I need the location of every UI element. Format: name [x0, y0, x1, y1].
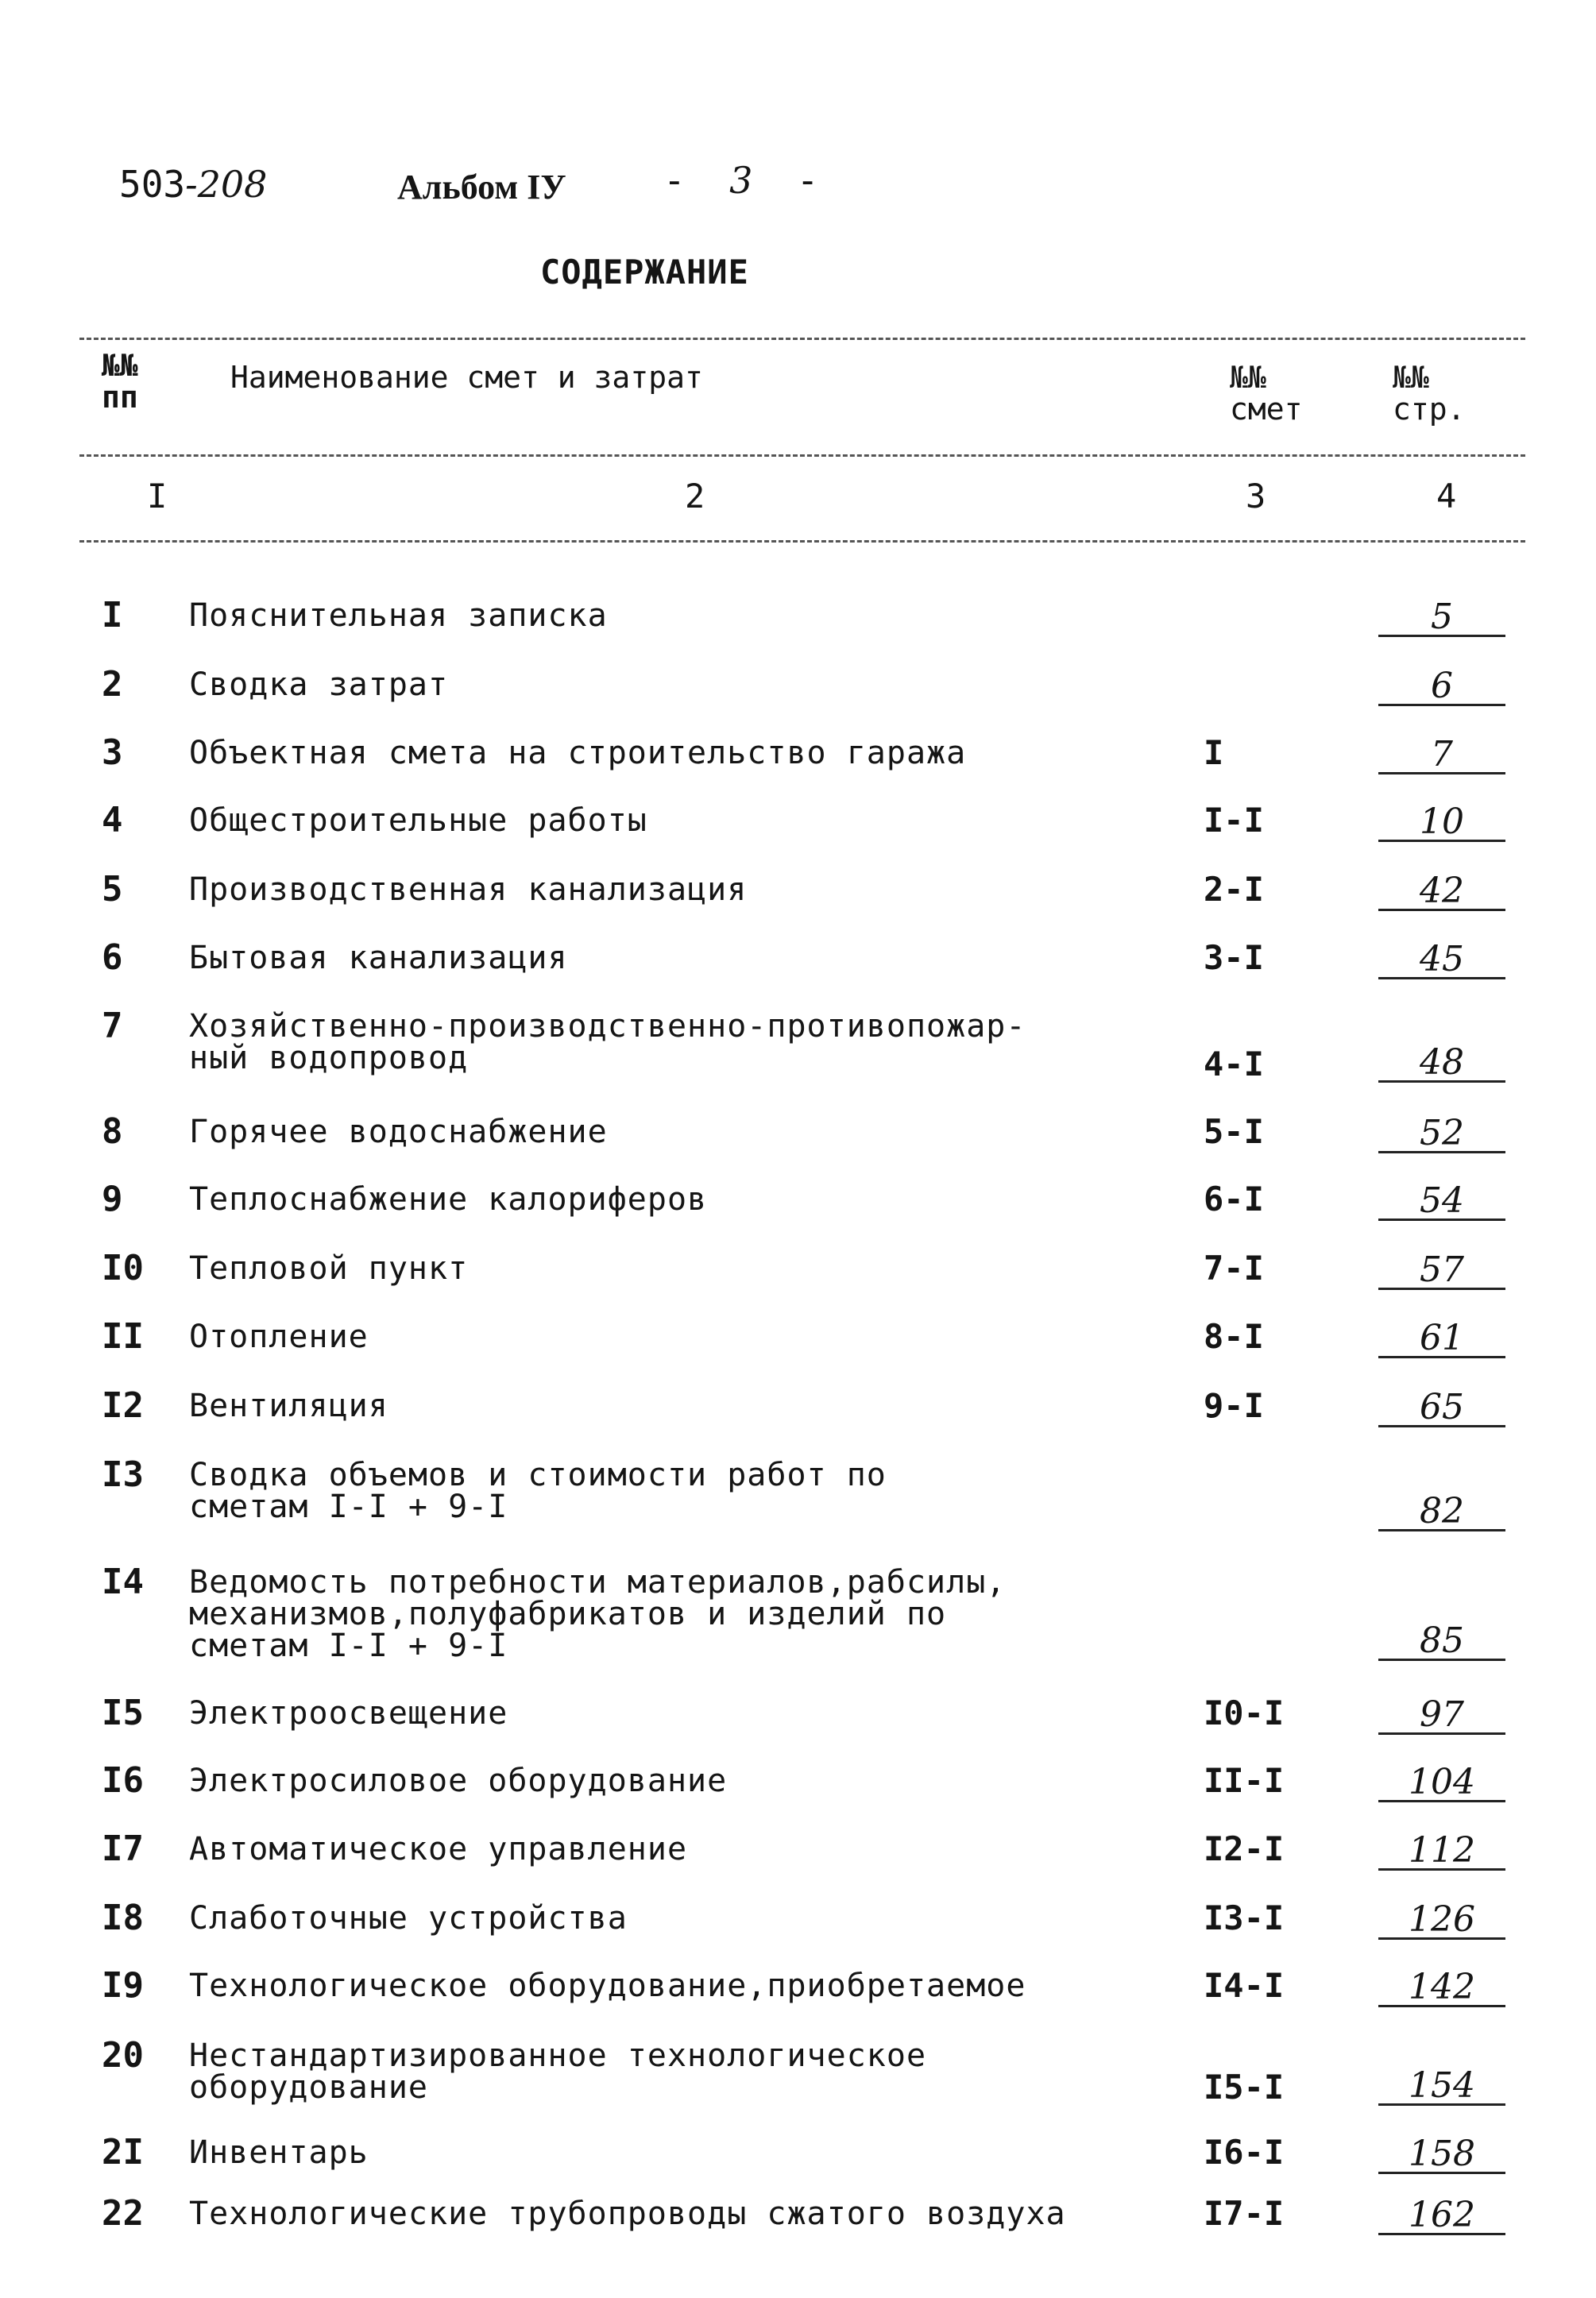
row-number: I2: [102, 1385, 144, 1426]
row-number: I: [102, 595, 123, 635]
row-page: 97: [1378, 1697, 1505, 1735]
row-number: I3: [102, 1454, 144, 1495]
row-name: Технологическое оборудование,приобретаемое: [189, 1968, 1026, 2004]
column-number-1: I: [147, 477, 168, 516]
row-name: Сводка затрат: [189, 666, 449, 703]
row-page: 154: [1378, 2068, 1505, 2106]
column-header-page: №№ стр.: [1393, 360, 1466, 427]
row-estimate: II-I: [1204, 1761, 1285, 1800]
album-label: Альбом IУ: [397, 168, 566, 207]
row-estimate: I: [1204, 733, 1224, 772]
row-number: I0: [102, 1248, 144, 1288]
row-number: I7: [102, 1829, 144, 1869]
row-name: Слаботочные устройства: [189, 1900, 628, 1937]
row-name: Хозяйственно-производственно-противопожар- ный водопровод: [189, 1008, 1026, 1076]
row-name: Тепловой пункт: [189, 1250, 469, 1287]
row-estimate: I6-I: [1204, 2133, 1285, 2172]
row-page: 85: [1378, 1624, 1505, 1661]
row-number: 7: [102, 1006, 123, 1046]
row-number: I5: [102, 1693, 144, 1733]
row-number: I9: [102, 1965, 144, 2006]
row-number: I8: [102, 1898, 144, 1938]
row-page: 61: [1378, 1321, 1505, 1358]
row-number: 2I: [102, 2132, 144, 2172]
page-number-prefix: -: [663, 159, 686, 202]
series-code: [119, 163, 267, 206]
row-name: Теплоснабжение калориферов: [189, 1181, 708, 1218]
row-page: 104: [1378, 1765, 1505, 1802]
row-name: Вентиляция: [189, 1388, 388, 1424]
row-number: 22: [102, 2193, 144, 2234]
row-page: 54: [1378, 1184, 1505, 1221]
row-name: Сводка объемов и стоимости работ по сметам I-I + 9-I: [189, 1457, 887, 1525]
column-number-4: 4: [1436, 477, 1457, 516]
row-estimate: I-I: [1204, 801, 1264, 840]
column-header-name: Наименование смет и затрат: [230, 360, 703, 395]
row-estimate: 2-I: [1204, 870, 1264, 909]
row-number: 20: [102, 2035, 144, 2076]
row-number: 5: [102, 869, 123, 910]
row-page: 142: [1378, 1970, 1505, 2007]
row-number: 9: [102, 1179, 123, 1219]
row-page: 162: [1378, 2198, 1505, 2235]
row-name: Инвентарь: [189, 2134, 369, 2171]
row-estimate: 7-I: [1204, 1249, 1264, 1288]
row-name: Пояснительная записка: [189, 597, 608, 634]
page-title: СОДЕРЖАНИЕ: [540, 253, 749, 292]
header-bottom-rule: [79, 540, 1525, 543]
page-number-value: 3: [729, 159, 753, 202]
row-estimate: I4-I: [1204, 1966, 1285, 2005]
series-code-suffix: -208: [185, 163, 268, 206]
row-page: 126: [1378, 1902, 1505, 1940]
row-number: I4: [102, 1562, 144, 1602]
header-mid-rule: [79, 454, 1525, 457]
column-number-3: 3: [1246, 477, 1266, 516]
row-number: I6: [102, 1760, 144, 1801]
column-header-estimate: №№ смет: [1230, 360, 1303, 427]
row-estimate: 8-I: [1204, 1317, 1264, 1356]
row-name: Бытовая канализация: [189, 940, 568, 976]
table-top-rule: [79, 338, 1525, 340]
row-name: Электроосвещение: [189, 1695, 508, 1732]
row-page: 45: [1378, 942, 1505, 979]
row-estimate: I7-I: [1204, 2194, 1285, 2233]
row-estimate: 6-I: [1204, 1180, 1264, 1219]
row-page: 112: [1378, 1833, 1505, 1871]
row-name: Электросиловое оборудование: [189, 1763, 728, 1799]
row-name: Технологические трубопроводы сжатого воздуха: [189, 2196, 1066, 2232]
row-page: 5: [1378, 600, 1505, 637]
row-estimate: I2-I: [1204, 1829, 1285, 1868]
row-name: Производственная канализация: [189, 871, 748, 908]
row-number: 8: [102, 1111, 123, 1152]
row-number: 4: [102, 800, 123, 840]
row-name: Горячее водоснабжение: [189, 1114, 608, 1150]
row-estimate: 9-I: [1204, 1386, 1264, 1425]
row-number: 6: [102, 937, 123, 978]
row-name: Ведомость потребности материалов,рабсилы, механизмов,полуфабрикатов и изделий по сметам I-I + 9-I: [189, 1564, 1007, 1664]
row-page: 7: [1378, 737, 1505, 774]
row-number: 2: [102, 664, 123, 705]
row-estimate: I0-I: [1204, 1694, 1285, 1732]
row-name: Объектная смета на строительство гаража: [189, 735, 967, 771]
row-number: 3: [102, 732, 123, 773]
series-code-number: 503: [119, 163, 186, 206]
column-number-2: 2: [685, 477, 705, 516]
row-name: Общестроительные работы: [189, 802, 647, 839]
row-name: Отопление: [189, 1319, 369, 1355]
row-page: 57: [1378, 1253, 1505, 1290]
row-estimate: 4-I: [1204, 1045, 1264, 1083]
row-page: 10: [1378, 805, 1505, 842]
row-page: 158: [1378, 2137, 1505, 2174]
row-number: II: [102, 1316, 144, 1357]
row-estimate: I5-I: [1204, 2068, 1285, 2107]
row-estimate: I3-I: [1204, 1898, 1285, 1937]
row-page: 65: [1378, 1390, 1505, 1427]
row-page: 82: [1378, 1494, 1505, 1531]
row-name: Автоматическое управление: [189, 1831, 688, 1867]
row-estimate: 3-I: [1204, 938, 1264, 977]
page-number: [663, 159, 818, 202]
page-number-suffix: -: [796, 159, 819, 202]
row-page: 6: [1378, 669, 1505, 706]
row-page: 52: [1378, 1116, 1505, 1153]
column-header-no: №№ пп: [102, 348, 138, 415]
row-page: 42: [1378, 874, 1505, 911]
row-name: Нестандартизированное технологическое оборудование: [189, 2037, 927, 2106]
row-estimate: 5-I: [1204, 1112, 1264, 1151]
row-page: 48: [1378, 1045, 1505, 1083]
